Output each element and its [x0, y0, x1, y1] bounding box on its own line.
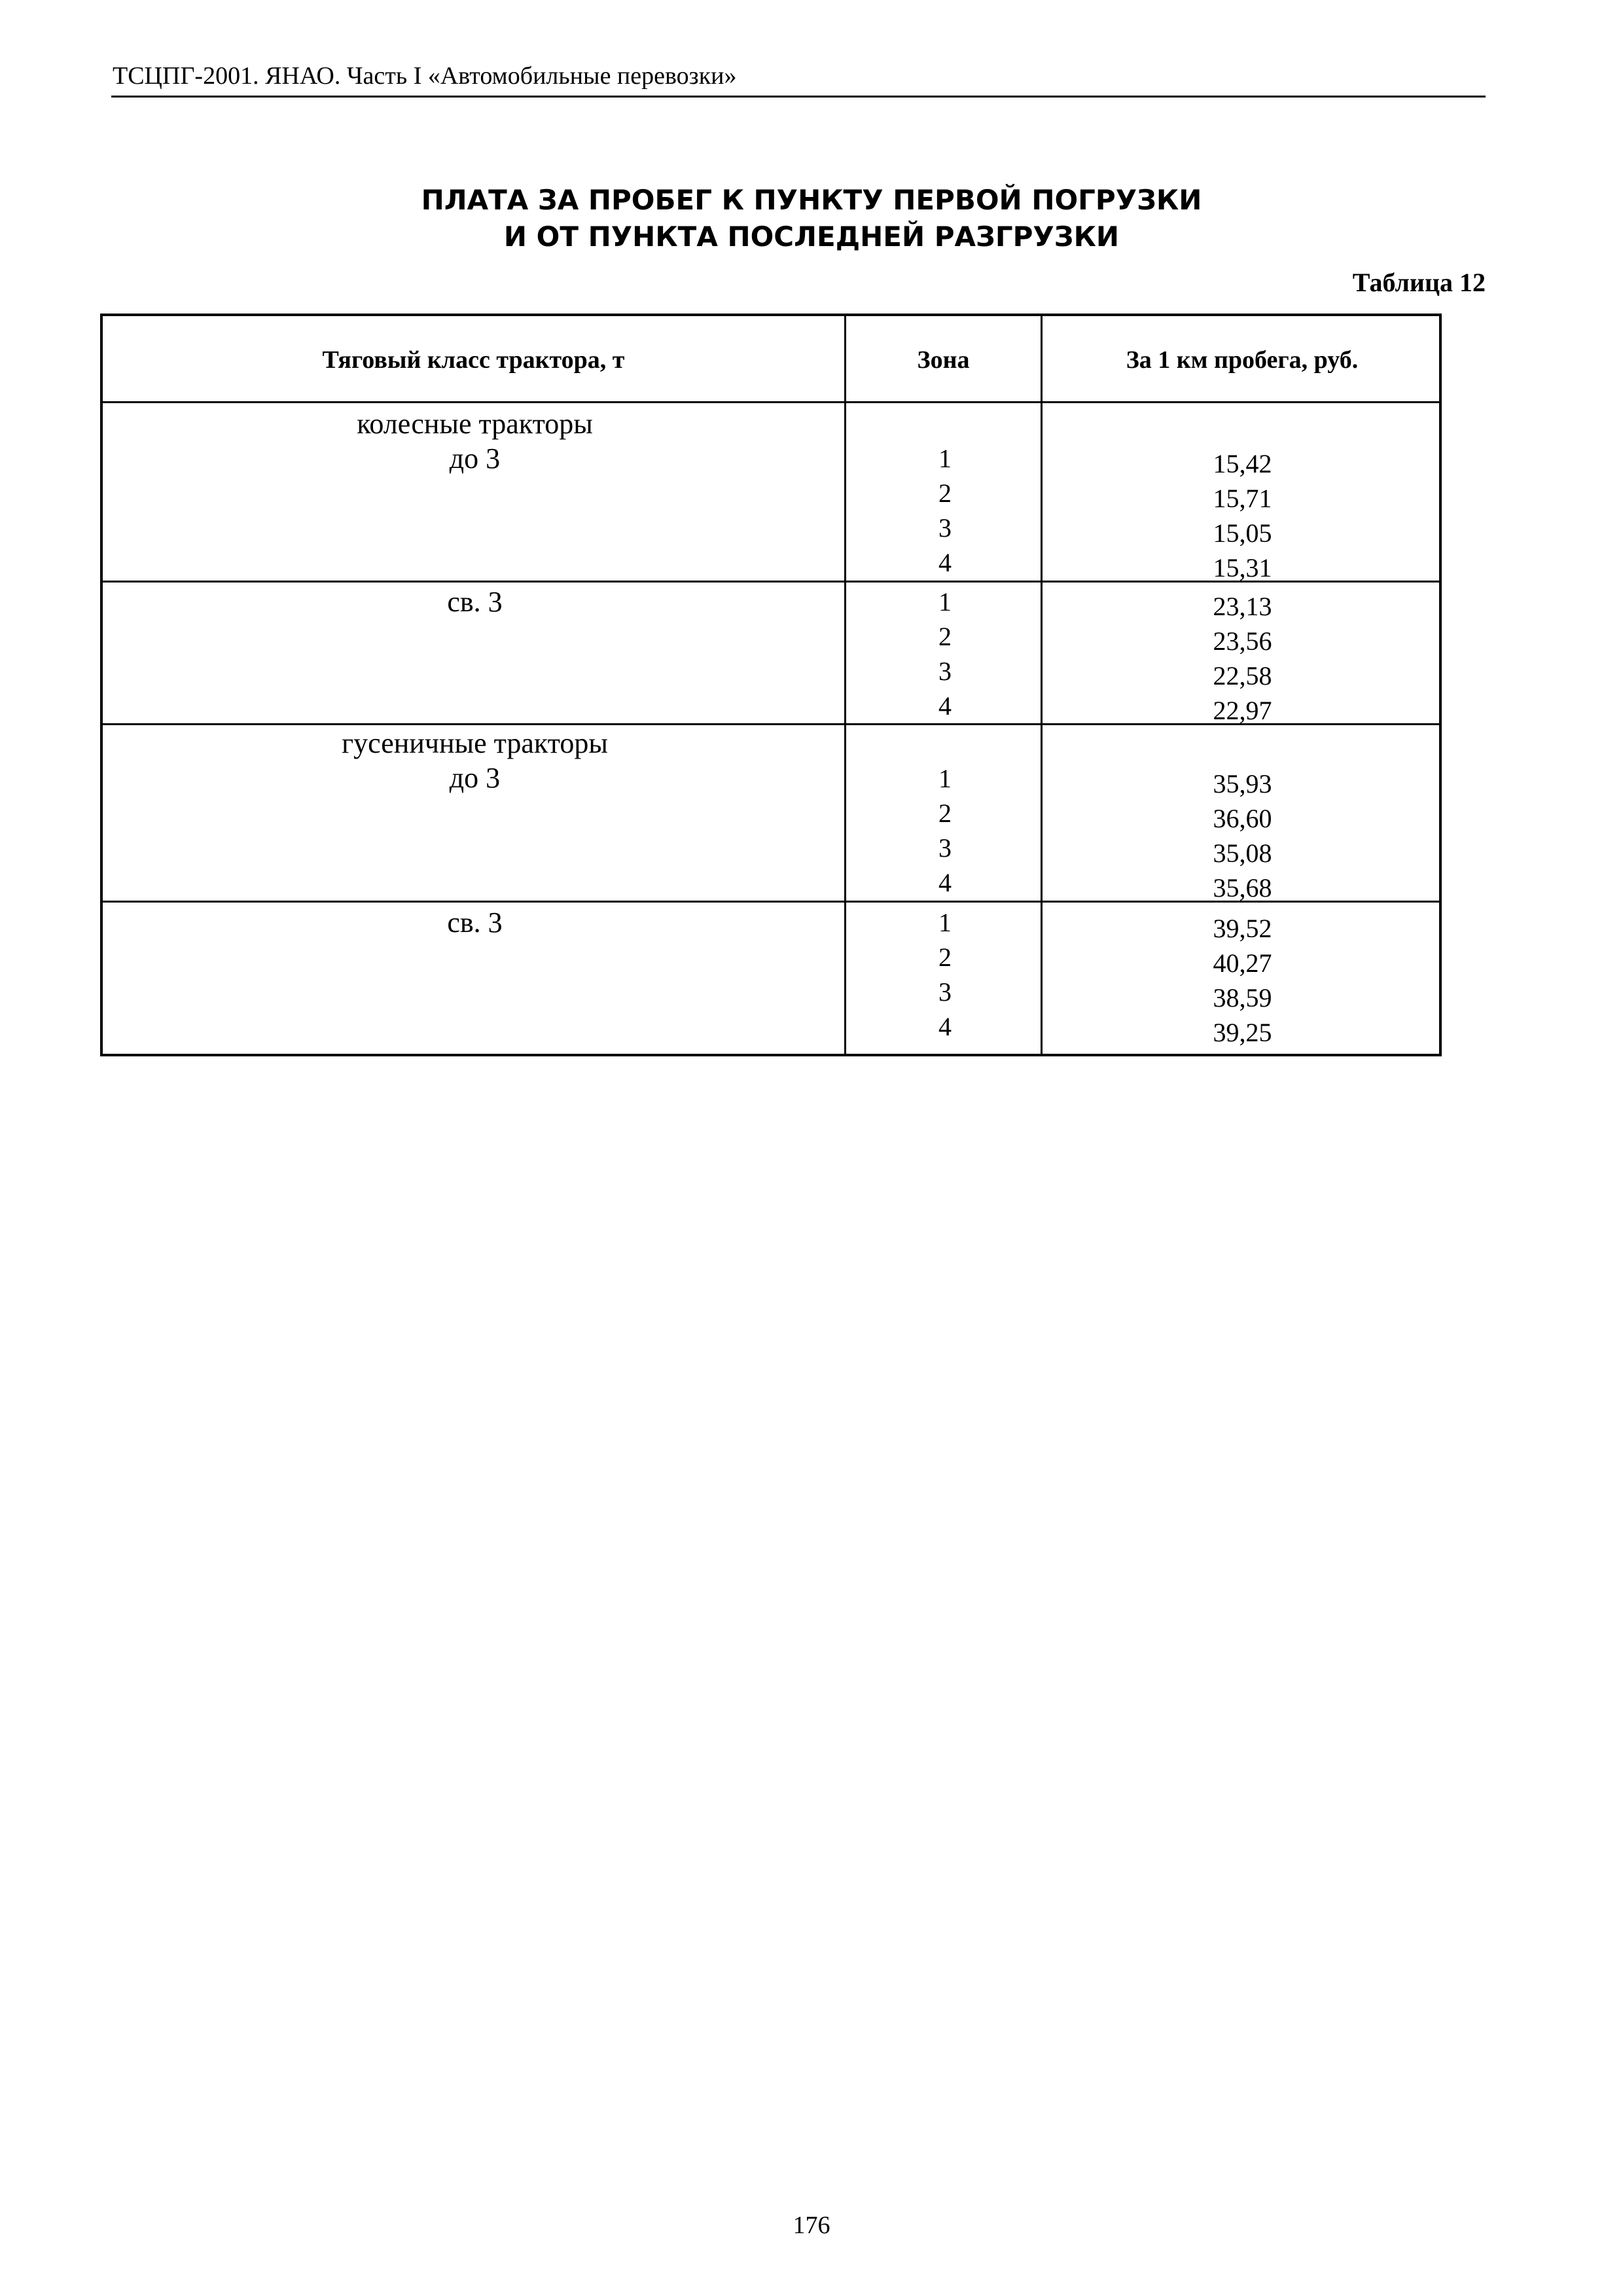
- column-header-zone: Зона: [917, 346, 970, 374]
- price-value: 39,25: [1213, 1018, 1272, 1047]
- page-number: 176: [793, 2212, 830, 2239]
- zone-value: 3: [938, 513, 952, 543]
- zone-value: 4: [938, 1012, 952, 1041]
- price-value: 22,97: [1213, 696, 1272, 725]
- column-header-tractor-class: Тяговый класс трактора, т: [322, 346, 625, 374]
- price-value: 15,31: [1213, 553, 1272, 583]
- tractor-class-cell: [103, 905, 847, 940]
- zone-value: 3: [938, 656, 952, 686]
- class-label: до 3: [449, 762, 501, 794]
- page-title: [0, 182, 1623, 255]
- zone-cell: [847, 905, 1043, 1044]
- column-header-price: За 1 км пробега, руб.: [1126, 346, 1359, 374]
- price-value: 23,13: [1213, 592, 1272, 621]
- price-value: 35,93: [1213, 769, 1272, 798]
- price-value: 23,56: [1213, 626, 1272, 656]
- zone-value: 4: [938, 691, 952, 721]
- zone-value: 3: [938, 833, 952, 863]
- zone-value: 2: [938, 478, 952, 508]
- price-value: 35,08: [1213, 838, 1272, 868]
- class-label: св. 3: [447, 906, 503, 939]
- zone-cell: [847, 584, 1043, 723]
- title-line-2: И ОТ ПУНКТА ПОСЛЕДНЕЙ РАЗГРУЗКИ: [503, 221, 1120, 253]
- table-label: Таблица 12: [1352, 268, 1486, 297]
- price-cell: [1043, 589, 1442, 728]
- zone-cell: [847, 761, 1043, 900]
- zone-value: 1: [938, 587, 952, 617]
- zone-value: 3: [938, 977, 952, 1007]
- zone-value: 4: [938, 548, 952, 577]
- zone-value: 2: [938, 622, 952, 651]
- price-value: 39,52: [1213, 914, 1272, 943]
- class-label: гусеничные тракторы: [342, 727, 608, 759]
- price-value: 38,59: [1213, 983, 1272, 1013]
- price-value: 15,71: [1213, 484, 1272, 513]
- running-header: ТСЦПГ-2001. ЯНАО. Часть I «Автомобильные перевозки»: [113, 62, 737, 90]
- price-value: 22,58: [1213, 661, 1272, 691]
- price-cell: [1043, 911, 1442, 1050]
- zone-value: 1: [938, 764, 952, 793]
- class-label: до 3: [449, 442, 501, 475]
- price-value: 36,60: [1213, 804, 1272, 833]
- tariff-table: [100, 314, 1442, 1056]
- zone-value: 1: [938, 908, 952, 937]
- zone-value: 1: [938, 444, 952, 473]
- tractor-class-cell: [103, 584, 847, 619]
- header-rule: [111, 96, 1486, 98]
- price-value: 35,68: [1213, 873, 1272, 903]
- price-value: 15,05: [1213, 518, 1272, 548]
- zone-value: 2: [938, 942, 952, 972]
- zone-value: 2: [938, 798, 952, 828]
- tractor-class-cell: [103, 406, 847, 476]
- title-line-1: ПЛАТА ЗА ПРОБЕГ К ПУНКТУ ПЕРВОЙ ПОГРУЗКИ: [421, 184, 1202, 216]
- price-value: 15,42: [1213, 449, 1272, 478]
- price-value: 40,27: [1213, 948, 1272, 978]
- class-label: колесные тракторы: [357, 408, 593, 440]
- price-cell: [1043, 446, 1442, 585]
- price-cell: [1043, 766, 1442, 905]
- tractor-class-cell: [103, 726, 847, 795]
- zone-cell: [847, 441, 1043, 580]
- zone-value: 4: [938, 868, 952, 897]
- class-label: св. 3: [447, 586, 503, 618]
